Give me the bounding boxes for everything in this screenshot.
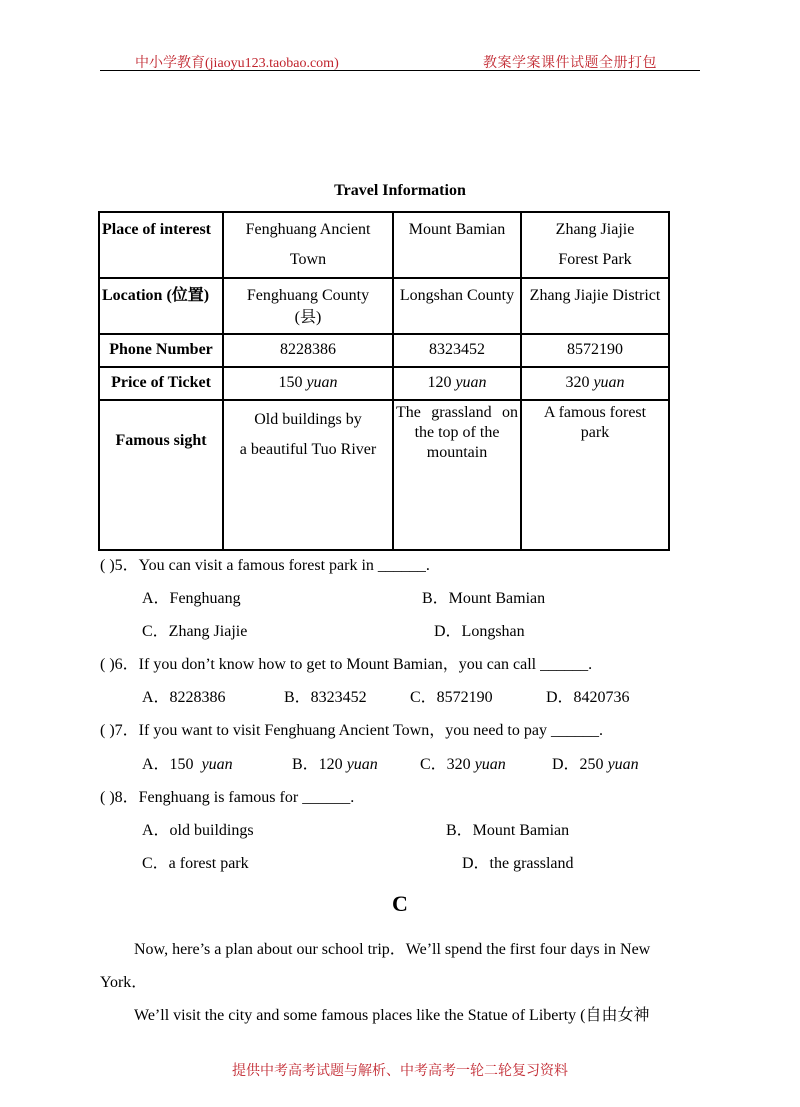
- cell-place-fenghuang: [223, 212, 393, 278]
- passage-line: We’ll visit the city and some famous places like the Statue of Liberty (自由女神: [134, 1007, 650, 1024]
- passage-line: York．: [100, 974, 148, 991]
- price-unit: yuan: [593, 374, 625, 391]
- header-rule: [100, 70, 700, 71]
- option-unit: yuan: [346, 756, 378, 773]
- cell-place-zhangjiajie: [521, 212, 669, 278]
- cell-location-zhangjiajie: Zhang Jiajie District: [521, 278, 669, 334]
- price-value: 120: [427, 374, 452, 391]
- travel-info-table: [98, 211, 670, 551]
- table-row: [99, 278, 669, 334]
- cell-phone-bamian: 8323452: [393, 334, 521, 367]
- option-unit: yuan: [201, 756, 233, 773]
- cell-text: a beautiful Tuo River: [239, 441, 377, 458]
- option-text: A．150: [142, 756, 194, 773]
- price-value: 150: [278, 374, 303, 391]
- cell-place-bamian: Mount Bamian: [393, 212, 521, 278]
- question-7-option-d: [552, 751, 639, 774]
- cell-location-bamian: Longshan County: [393, 278, 521, 334]
- cell-text: The grassland on: [396, 404, 518, 421]
- cell-text: the top of the: [414, 424, 500, 441]
- question-6-option-a: A．8228386: [142, 689, 226, 706]
- cell-price-zhangjiajie: [521, 367, 669, 400]
- row-header-place: Place of interest: [99, 212, 223, 278]
- table-row: [99, 400, 669, 550]
- question-5-option-d: D．Longshan: [434, 623, 525, 640]
- table-title: Travel Information: [334, 182, 466, 199]
- cell-sight-fenghuang: [223, 400, 393, 550]
- header-right-text: 教案学案课件试题全册打包: [483, 56, 657, 71]
- cell-price-fenghuang: [223, 367, 393, 400]
- question-7-stem: ( )7．If you want to visit Fenghuang Ancient Town，you need to pay ______.: [100, 722, 603, 739]
- cell-text: A famous forest: [543, 404, 647, 421]
- question-8-option-d: D．the grassland: [462, 855, 574, 872]
- option-text: D．250: [552, 756, 604, 773]
- option-text: C．320: [420, 756, 471, 773]
- cell-phone-fenghuang: 8228386: [223, 334, 393, 367]
- question-5-stem: ( )5．You can visit a famous forest park in ______.: [100, 557, 430, 574]
- header-left-text: 中小学教育(jiaoyu123.taobao.com): [135, 56, 339, 71]
- question-5-option-b: B．Mount Bamian: [422, 590, 546, 607]
- row-header-price: Price of Ticket: [99, 367, 223, 400]
- cell-text: Town: [289, 251, 327, 268]
- cell-text: (县): [294, 309, 322, 326]
- cell-sight-zhangjiajie: [521, 400, 669, 550]
- question-6-option-d: D．8420736: [546, 689, 630, 706]
- question-5-option-c: C．Zhang Jiajie: [142, 623, 248, 640]
- option-text: B．120: [292, 756, 343, 773]
- table-row: [99, 367, 669, 400]
- option-unit: yuan: [607, 756, 639, 773]
- question-7-option-a: [142, 751, 233, 774]
- question-6-stem: ( )6．If you don’t know how to get to Mount Bamian，you can call ______.: [100, 656, 593, 673]
- question-6-option-b: B．8323452: [284, 689, 367, 706]
- question-8-option-a: A．old buildings: [142, 822, 254, 839]
- question-8-option-c: C．a forest park: [142, 855, 249, 872]
- price-value: 320: [565, 374, 590, 391]
- table-row: [99, 212, 669, 278]
- question-7-option-b: [292, 751, 378, 774]
- cell-text: Forest Park: [558, 251, 632, 268]
- row-header-location: Location (位置): [99, 278, 223, 334]
- cell-text: park: [580, 424, 610, 441]
- row-header-sight: Famous sight: [99, 400, 223, 550]
- cell-phone-zhangjiajie: 8572190: [521, 334, 669, 367]
- price-unit: yuan: [306, 374, 338, 391]
- cell-sight-bamian: [393, 400, 521, 550]
- question-5-option-a: A．Fenghuang: [142, 590, 241, 607]
- option-unit: yuan: [474, 756, 506, 773]
- question-8-stem: ( )8．Fenghuang is famous for ______.: [100, 789, 355, 806]
- cell-price-bamian: [393, 367, 521, 400]
- cell-text: mountain: [426, 444, 488, 461]
- cell-text: Old buildings by: [254, 411, 362, 428]
- question-8-option-b: B．Mount Bamian: [446, 822, 570, 839]
- cell-text: Zhang Jiajie: [555, 221, 635, 238]
- cell-text: Fenghuang Ancient: [245, 221, 371, 238]
- passage-line: Now, here’s a plan about our school trip．We’ll spend the first four days in New: [134, 941, 651, 958]
- row-header-phone: Phone Number: [99, 334, 223, 367]
- price-unit: yuan: [455, 374, 487, 391]
- question-7-option-c: [420, 751, 506, 774]
- cell-location-fenghuang: [223, 278, 393, 334]
- question-6-option-c: C．8572190: [410, 689, 493, 706]
- cell-text: Fenghuang County: [246, 287, 370, 304]
- table-row: [99, 334, 669, 367]
- section-heading: C: [392, 891, 408, 916]
- footer-text: 提供中考高考试题与解析、中考高考一轮二轮复习资料: [232, 1064, 568, 1079]
